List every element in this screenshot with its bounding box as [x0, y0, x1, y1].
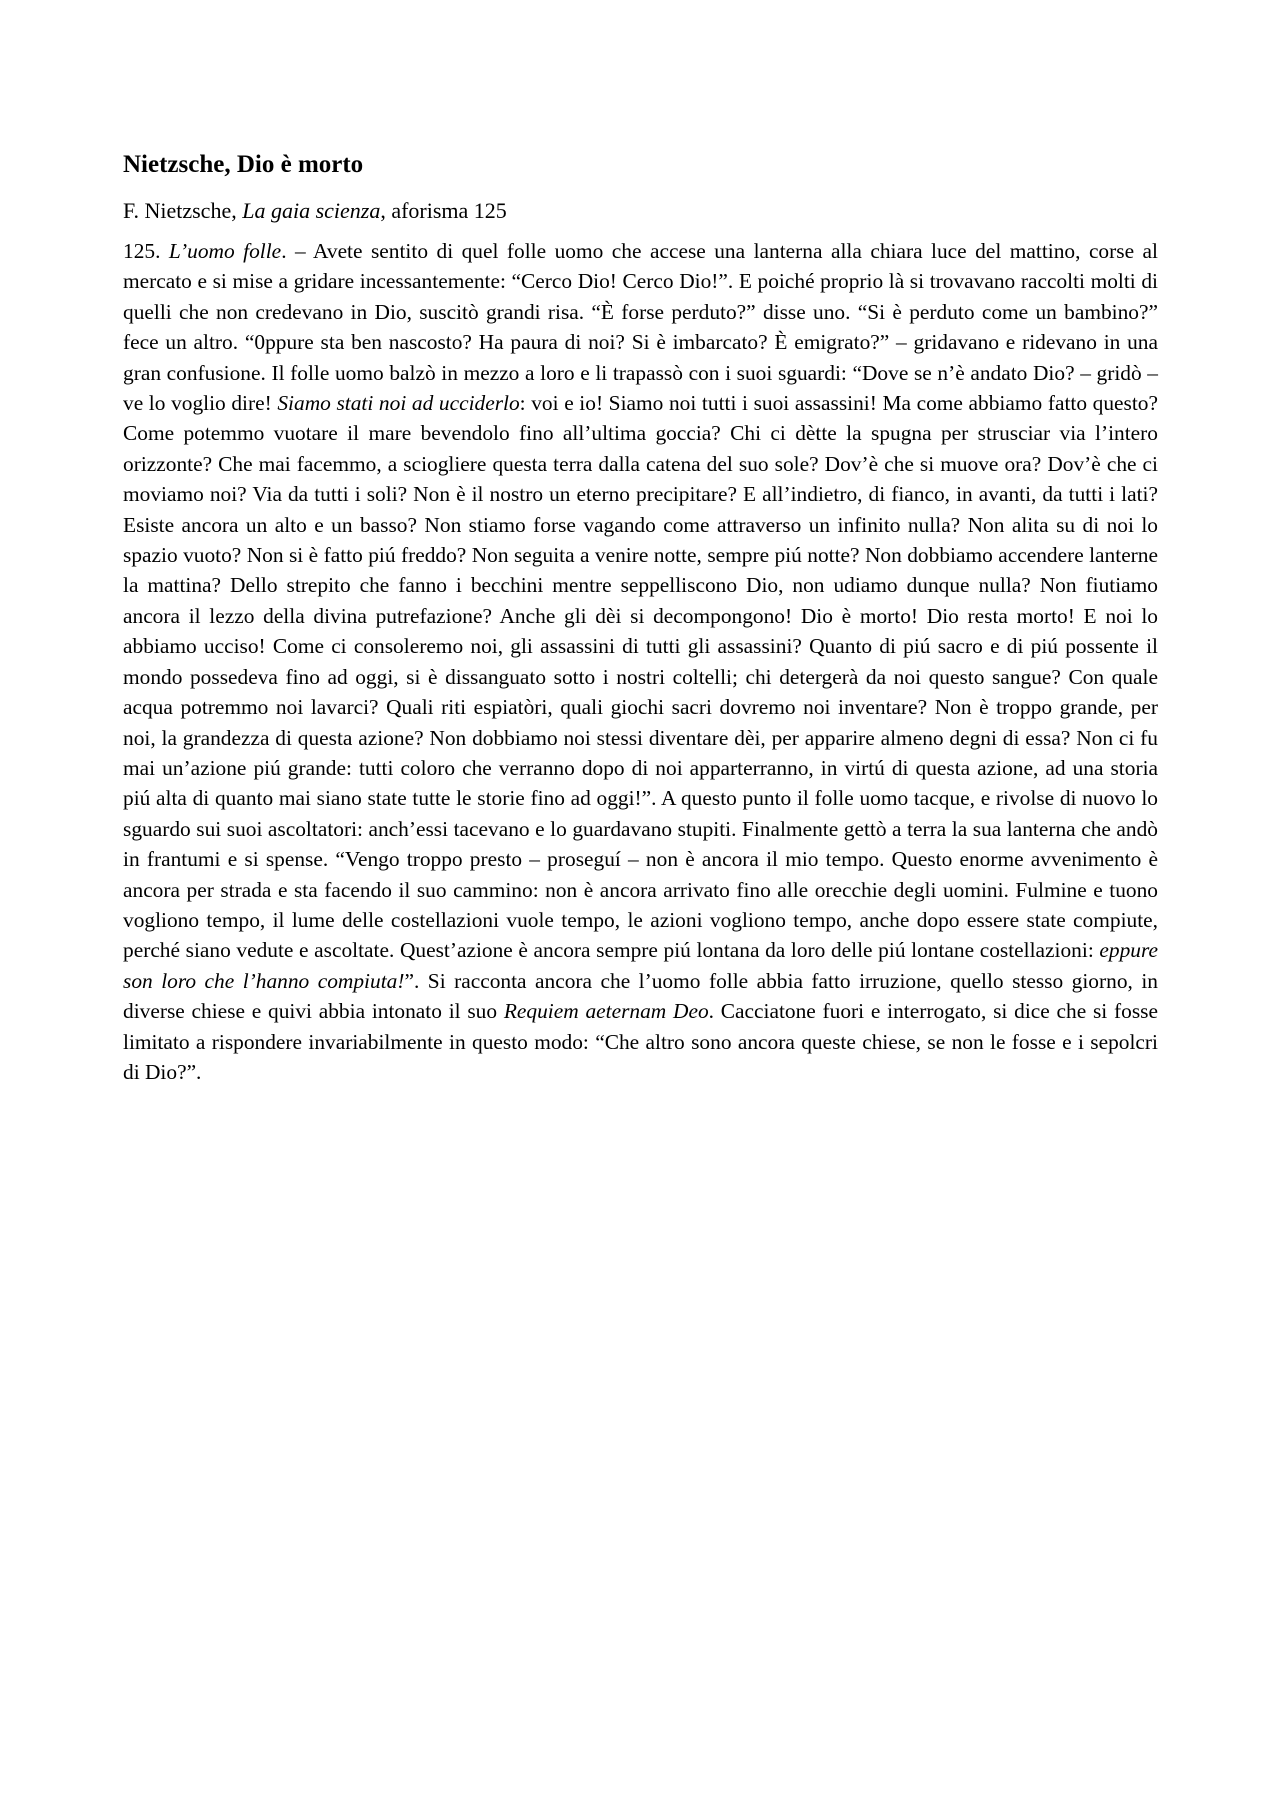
document-title: Nietzsche, Dio è morto: [123, 151, 364, 178]
text-italic-segment: Siamo stati noi ad ucciderlo: [277, 391, 520, 416]
subtitle-work: La gaia scienza: [242, 198, 381, 223]
document-subtitle: [123, 196, 1158, 226]
text-segment: . Cacciatone fuori e interrogato, si dice che si fosse limitato a rispondere invariabilmente in questo modo: “Che altro sono ancora queste chiese, se non le fosse e i sepolcri di Dio?”.: [123, 999, 1158, 1084]
text-segment: . – Avete sentito di quel folle uomo che accese una lanterna alla chiara luce del mattino, corse al mercato e si mise a gridare incessantemente: “Cerco Dio! Cerco Dio!”. E poiché proprio là si trovavano raccolti molti di quelli che non credevano in Dio, suscitò grandi risa. “È forse perduto?” disse uno. “Si è perduto come un bambino?” fece un altro. “0ppure sta ben nascosto? Ha paura di noi? Si è imbarcato? È emigrato?” – gridavano e ridevano in una gran confusione. Il folle uomo balzò in mezzo a loro e li trapassò con i suoi sguardi: “Dove se n’è andato Dio? – gridò – ve lo voglio dire!: [123, 239, 1158, 416]
subtitle-section: , aforisma 125: [380, 198, 507, 223]
text-segment: : voi e io! Siamo noi tutti i suoi assassini! Ma come abbiamo fatto questo? Come potemmo vuotare il mare bevendolo fino all’ultima goccia? Chi ci dètte la spugna per strusciar via l’intero orizzonte? Che mai facemmo, a sciogliere questa terra dalla catena del suo sole? Dov’è che si muove ora? Dov’è che ci moviamo noi? Via da tutti i soli? Non è il nostro un eterno precipitare? E all’indietro, di fianco, in avanti, da tutti i lati? Esiste ancora un alto e un basso? Non stiamo forse vagando come attraverso un infinito nulla? Non alita su di noi lo spazio vuoto? Non si è fatto piú freddo? Non seguita a venire notte, sempre piú notte? Non dobbiamo accendere lanterne la mattina? Dello strepito che fanno i becchini mentre seppelliscono Dio, non udiamo dunque nulla? Non fiutiamo ancora il lezzo della divina putrefazione? Anche gli dèi si decompongono! Dio è morto! Dio resta morto! E noi lo abbiamo ucciso! Come ci consoleremo noi, gli assassini di tutti gli assassini? Quanto di piú sacro e di piú possente il mondo possedeva fino ad oggi, si è dissanguato sotto i nostri coltelli; chi detergerà da noi questo sangue? Con quale acqua potremmo noi lavarci? Quali riti espiatòri, quali giochi sacri dovremo noi inventare? Non è troppo grande, per noi, la grandezza di questa azione? Non dobbiamo noi stessi diventare dèi, per apparire almeno degni di essa? Non ci fu mai un’azione piú grande: tutti coloro che verranno dopo di noi apparterranno, in virtú di questa azione, ad una storia piú alta di quanto mai siano state tutte le storie fino ad oggi!”. A questo punto il folle uomo tacque, e rivolse di nuovo lo sguardo sui suoi ascoltatori: anch’essi tacevano e lo guardavano stupiti. Finalmente gettò a terra la sua lanterna che andò in frantumi e si spense. “Vengo troppo presto – proseguí – non è ancora il mio tempo. Questo enorme avvenimento è ancora per strada e sta facendo il suo cammino: non è ancora arrivato fino alle orecchie degli uomini. Fulmine e tuono vogliono tempo, il lume delle costellazioni vuole tempo, le azioni vogliono tempo, anche dopo essere state compiute, perché siano vedute e ascoltate. Quest’azione è ancora sempre piú lontana da loro delle piú lontane costellazioni:: [123, 391, 1158, 963]
aphorism-number: 125.: [123, 239, 169, 263]
document-page: [123, 148, 1158, 1087]
aphorism-heading: L’uomo folle: [168, 239, 282, 263]
subtitle-author: F. Nietzsche,: [123, 198, 243, 223]
text-italic-segment: Requiem aeternam Deo: [503, 999, 709, 1024]
text-italic-segment: eppure son loro che l’hanno compiuta!: [123, 938, 1158, 993]
text-segment: ”. Si racconta ancora che l’uomo folle abbia fatto irruzione, quello stesso giorno, in diverse chiese e quivi abbia intonato il suo: [123, 968, 1158, 1024]
aphorism-text: [123, 236, 1158, 1087]
